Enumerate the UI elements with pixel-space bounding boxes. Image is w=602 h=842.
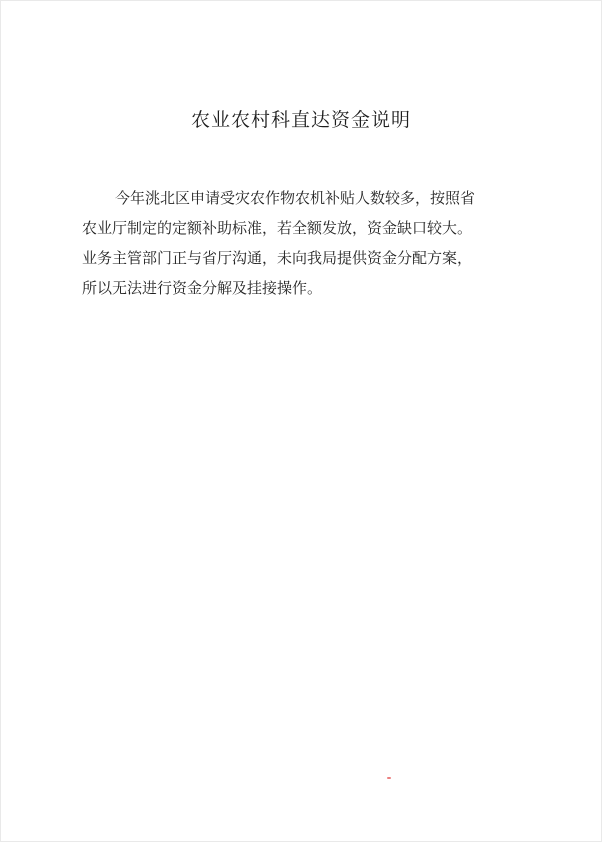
- body-line-3: 业务主管部门正与省厅沟通，未向我局提供资金分配方案，: [82, 249, 473, 267]
- body-line-4: 所以无法进行资金分解及挂接操作。: [82, 279, 323, 297]
- body-line-2: 农业厅制定的定额补助标准，若全额发放，资金缺口较大。: [82, 219, 473, 237]
- document-body: [82, 183, 522, 303]
- body-line-1: 今年洮北区申请受灾农作物农机补贴人数较多，按照省: [115, 189, 476, 207]
- document-title: 农业农村科直达资金说明: [190, 109, 411, 131]
- ink-speck: [387, 777, 391, 779]
